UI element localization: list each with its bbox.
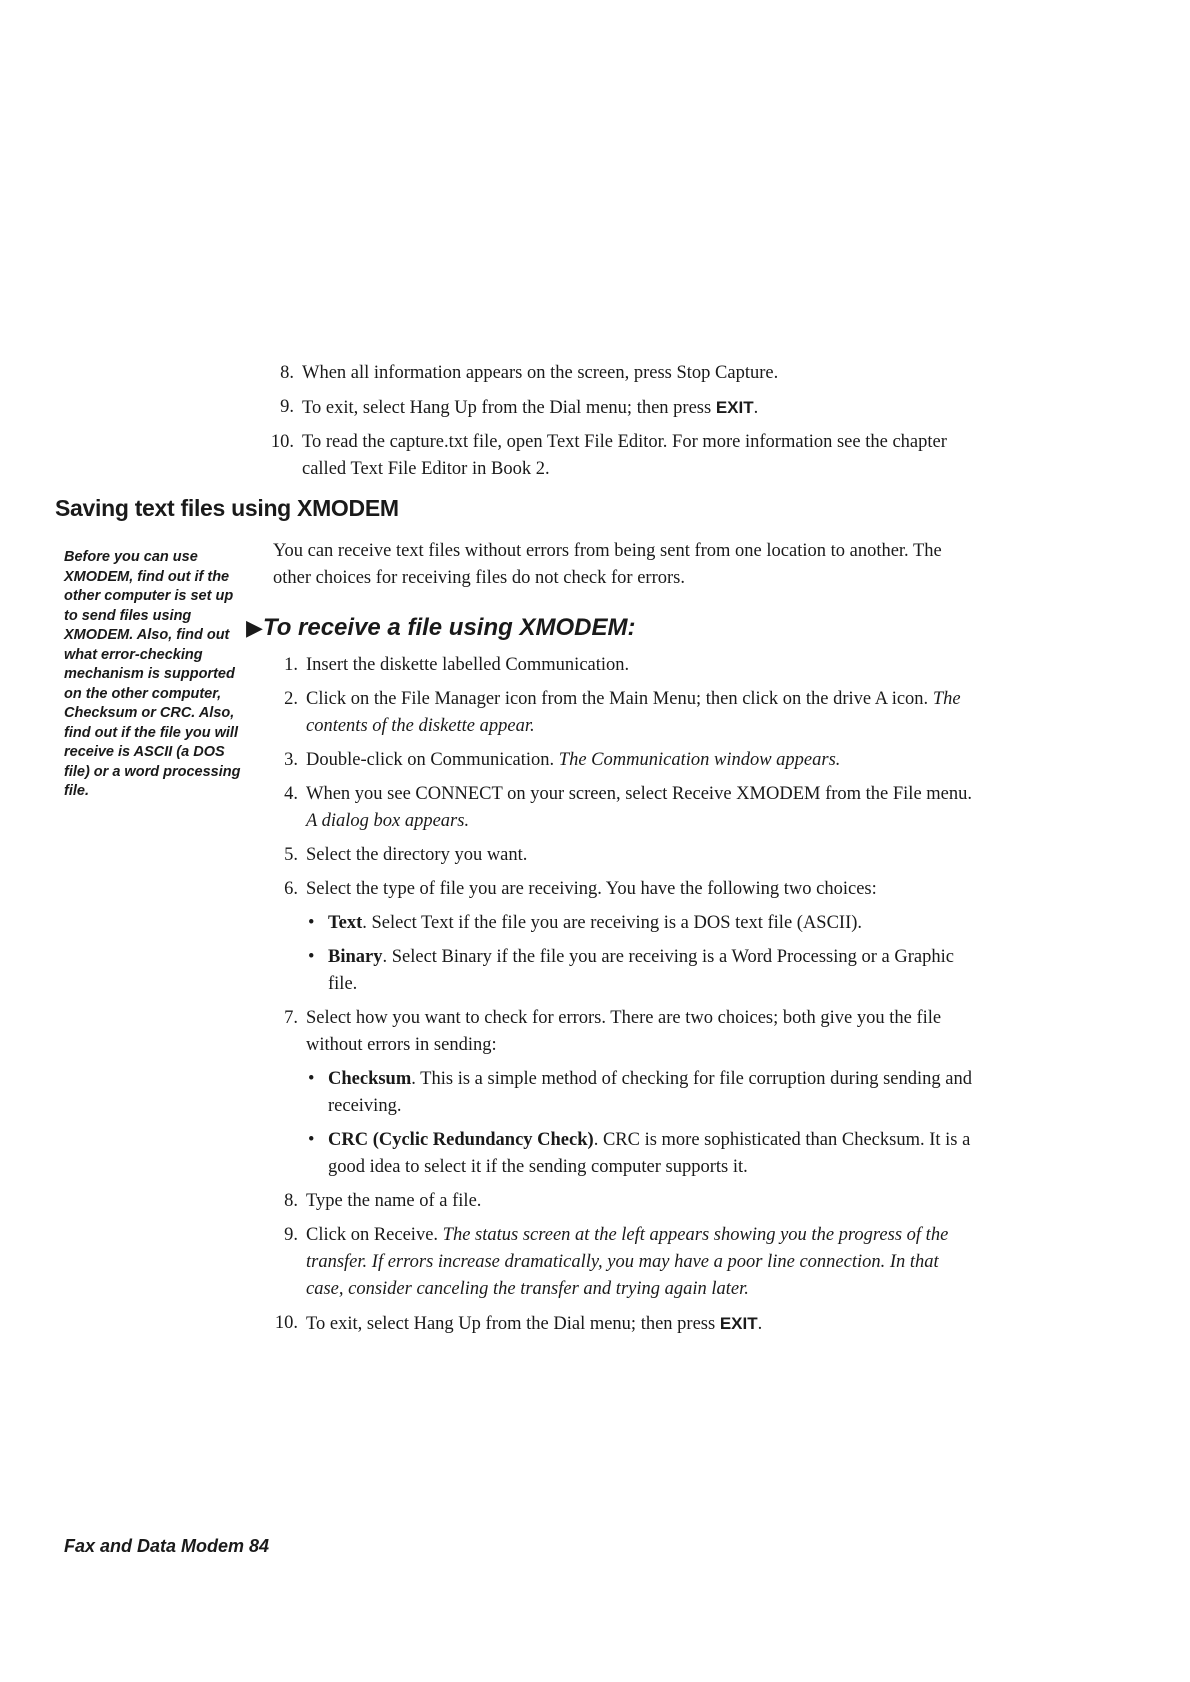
choice-text: . CRC is more sophisticated than Checksum. It is a good idea to select it if the sending computer supports it. <box>328 1130 971 1177</box>
step-punct: . <box>753 398 759 418</box>
arrow-right-icon: ▶ <box>246 615 263 640</box>
step-number: 5. <box>284 845 298 865</box>
step-number: 6. <box>284 879 298 899</box>
step-number: 3. <box>284 750 298 770</box>
choice-item <box>306 910 978 937</box>
intro-paragraph: You can receive text files without errors from being sent from one location to another. The other choices for receiving files do not check for errors. <box>273 541 942 588</box>
step-item <box>266 1188 978 1215</box>
step-text: Select the type of file you are receiving. You have the following two choices: <box>306 879 877 899</box>
choice-text: . This is a simple method of checking for file corruption during sending and receiving. <box>328 1069 972 1116</box>
choice-term: Binary <box>328 947 383 967</box>
step-item <box>266 842 978 869</box>
bullet-icon: • <box>308 1130 315 1150</box>
step-number: 8. <box>280 363 294 383</box>
step-number: 7. <box>284 1008 298 1028</box>
step-item <box>266 686 978 740</box>
step-item <box>262 360 962 387</box>
exit-key-label: EXIT <box>719 1314 758 1333</box>
step-item <box>266 652 978 679</box>
choice-term: CRC (Cyclic Redundancy Check) <box>328 1130 594 1150</box>
exit-key-label: EXIT <box>715 398 754 417</box>
page-footer: Fax and Data Modem 84 <box>64 1536 270 1556</box>
step-item <box>266 781 978 835</box>
step-number: 9. <box>280 397 294 417</box>
step-number: 2. <box>284 689 298 709</box>
bullet-icon: • <box>308 947 315 967</box>
step-item <box>262 394 962 422</box>
step-text: When all information appears on the screen, press Stop Capture. <box>302 363 779 383</box>
step-number: 4. <box>284 784 298 804</box>
choice-item <box>306 944 978 998</box>
step-text: To exit, select Hang Up from the Dial menu; then press <box>302 398 716 418</box>
step-text: Insert the diskette labelled Communication. <box>306 655 630 675</box>
bullet-icon: • <box>308 1069 315 1089</box>
step-result: The Communication window appears. <box>558 750 841 770</box>
step-item <box>266 876 978 998</box>
step-item <box>266 1005 978 1181</box>
step-text: Click on Receive. <box>306 1225 443 1245</box>
step-text: Click on the File Manager icon from the Main Menu; then click on the drive A icon. <box>306 689 933 709</box>
step-text: Select the directory you want. <box>306 845 528 865</box>
choice-list <box>306 910 978 998</box>
section-heading: Saving text files using XMODEM <box>55 495 399 521</box>
procedure-steps-list <box>266 652 978 1345</box>
step-item <box>266 747 978 774</box>
choice-text: . Select Text if the file you are receiving is a DOS text file (ASCII). <box>362 913 863 933</box>
step-text: Type the name of a file. <box>306 1191 482 1211</box>
choice-item <box>306 1127 978 1181</box>
step-item <box>266 1310 978 1338</box>
step-punct: . <box>757 1314 763 1334</box>
step-result: The status screen at the left appears showing you the progress of the transfer. If errors increase dramatically, you may have a poor line connection. In that case, consider canceling the transfer and trying again later. <box>306 1225 949 1299</box>
choice-term: Checksum <box>328 1069 412 1089</box>
step-result: The contents of the diskette appear. <box>306 689 961 736</box>
step-text: Select how you want to check for errors. There are two choices; both give you the file without errors in sending: <box>306 1008 942 1055</box>
choice-text: . Select Binary if the file you are receiving is a Word Processing or a Graphic file. <box>328 947 954 994</box>
step-item <box>266 1222 978 1303</box>
procedure-heading <box>246 614 635 642</box>
choice-list <box>306 1066 978 1181</box>
choice-item <box>306 1066 978 1120</box>
bullet-icon: • <box>308 913 315 933</box>
step-text: Double-click on Communication. <box>306 750 559 770</box>
sidebar-note: Before you can use XMODEM, find out if the other computer is set up to send files using XMODEM. Also, find out what error-checking mechanism is supported on the other computer, Checksum or CRC. Also, find out if the file you will receive is ASCII (a DOS file) or a word processing file. <box>64 549 241 799</box>
step-result: A dialog box appears. <box>306 811 470 831</box>
procedure-heading-text: To receive a file using XMODEM: <box>262 614 636 641</box>
step-item <box>262 429 962 483</box>
step-number: 8. <box>284 1191 298 1211</box>
step-number: 9. <box>284 1225 298 1245</box>
step-number: 10. <box>274 1313 298 1333</box>
step-text: When you see CONNECT on your screen, select Receive XMODEM from the File menu. <box>306 784 973 804</box>
step-number: 10. <box>270 432 294 452</box>
step-text: To read the capture.txt file, open Text File Editor. For more information see the chapter called Text File Editor in Book 2. <box>302 432 947 479</box>
step-text: To exit, select Hang Up from the Dial menu; then press <box>306 1314 720 1334</box>
choice-term: Text <box>328 913 363 933</box>
continued-steps-list <box>262 360 962 490</box>
step-number: 1. <box>284 655 298 675</box>
